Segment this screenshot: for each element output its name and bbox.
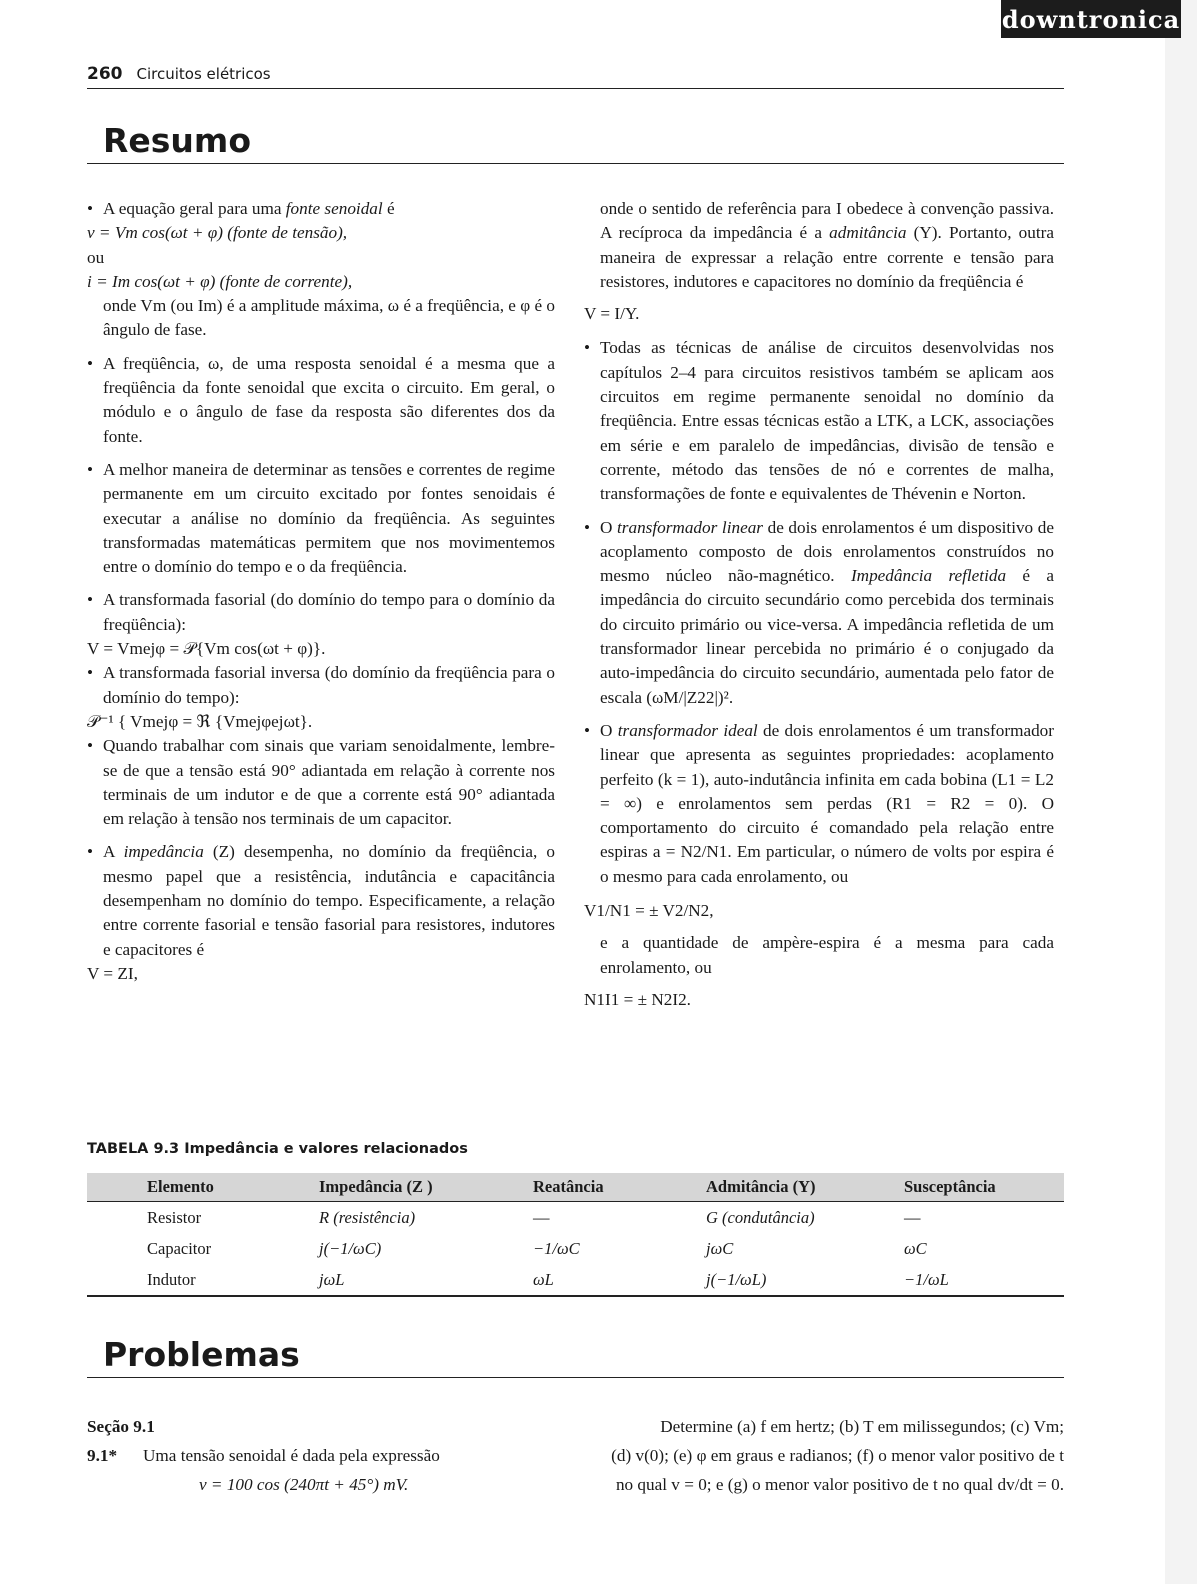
problem-number: 9.1*: [87, 1446, 118, 1465]
table-cell: −1/ωC: [533, 1238, 580, 1258]
table-cell: G (condutância): [706, 1207, 815, 1227]
bullet-fonte-senoidal: • A equação geral para uma fonte senoidal é: [87, 197, 555, 221]
table-cell: —: [904, 1207, 921, 1227]
problem-question-line: (d) v(0); (e) φ em graus e radianos; (f) o menor valor positivo de t: [611, 1446, 1064, 1465]
left-column: [87, 197, 555, 986]
table-cell: j(−1/ωC): [319, 1238, 382, 1258]
problems-heading-block: [87, 1333, 1064, 1378]
bullet-dominio-frequencia: • A melhor maneira de determinar as tensões e correntes de regime permanente em um circuito excitado por fontes senoidais é executar a análise no domínio da freqüência. As seguintes transformadas matemáticas permitem que nos movimentemos entre o domínio do tempo e o da freqüência.: [87, 458, 555, 579]
bullet-transformada-inversa: • A transformada fasorial inversa (do domínio da freqüência para o domínio do tempo):: [87, 661, 555, 710]
watermark-logo: downtronica: [1001, 0, 1181, 38]
page-edge: [1165, 0, 1197, 1584]
running-title: Circuitos elétricos: [136, 65, 271, 83]
paragraph-ampere-espira: e a quantidade de ampère-espira é a mesma para cada enrolamento, ou: [600, 933, 1054, 977]
conjunction-ou: ou: [87, 247, 105, 267]
table-header: Elemento: [147, 1173, 319, 1202]
table-cell: R (resistência): [319, 1207, 416, 1227]
table-header-row: [87, 1173, 1064, 1202]
bullet-transformada-fasorial: • A transformada fasorial (do domínio do tempo para o domínio da freqüência):: [87, 588, 555, 637]
table-cell: —: [533, 1207, 550, 1227]
equation-current-source: i = Im cos(ωt + φ) (fonte de corrente),: [87, 271, 353, 291]
table-cell: ωC: [904, 1238, 927, 1258]
problem-left: [87, 1412, 517, 1499]
equation-voltage-source: v = Vm cos(ωt + φ) (fonte de tensão),: [87, 223, 348, 243]
table-header: Impedância (Z ): [319, 1173, 533, 1202]
table-row: [87, 1264, 1064, 1296]
table-cell: −1/ωL: [904, 1264, 1064, 1296]
table-caption: TABELA 9.3 Impedância e valores relacionados: [87, 1141, 468, 1157]
bullet-transformador-ideal: • O transformador ideal de dois enrolamentos é um transformador linear que apresenta as seguintes propriedades: acoplamento perfeito (k = 1), auto-indutância infinita em cada bobina (L1 = L2 = ∞) e enrolamentos sem perdas (R1 = R2 = 0). O comportamento do circuito é comandado pela relação entre espiras a = N2/N1. Em particular, o número de volts por espira é o mesmo para cada enrolamento, ou: [584, 719, 1054, 889]
table-row: [87, 1233, 1064, 1264]
table-cell: jωL: [319, 1264, 533, 1296]
problem-section: Seção 9.1: [87, 1417, 155, 1436]
problem-question-line: Determine (a) f em hertz; (b) T em milissegundos; (c) Vm;: [660, 1417, 1064, 1436]
table-cell: ωL: [533, 1264, 706, 1296]
running-header: [87, 64, 1064, 89]
bullet-transformador-linear: • O transformador linear de dois enrolamentos é um dispositivo de acoplamento composto de dois enrolamentos construídos no mesmo núcleo não-magnético. Impedância refletida é a impedância do circuito secundário como percebida dos terminais do circuito primário ou vice-versa. A impedância refletida de um transformador linear percebida no primário é o conjugado da auto-impedância do circuito secundário, aumentada pelo fator de escala (ωM/|Z22|)².: [584, 516, 1054, 710]
equation-ampere-espira: N1I1 = ± N2I2.: [584, 989, 691, 1009]
table-cell: Capacitor: [147, 1238, 212, 1258]
table-header: Reatância: [533, 1173, 706, 1202]
table-cell: jωC: [706, 1238, 734, 1258]
right-column: [584, 197, 1054, 1012]
table-cell: Indutor: [147, 1264, 319, 1296]
table-header: Admitância (Y): [706, 1173, 904, 1202]
bullet-impedancia: • A impedância (Z) desempenha, no domínio da freqüência, o mesmo papel que a resistência, indutância e capacitância desempenham no domínio do tempo. Especificamente, a relação entre corrente fasorial e tensão fasorial para resistores, indutores e capacitores é: [87, 840, 555, 961]
equation-phasor-transform: V = Vmejφ = 𝒫{Vm cos(ωt + φ)}.: [87, 639, 326, 659]
table-cell: Resistor: [147, 1207, 202, 1227]
page-number: 260: [87, 64, 123, 84]
problem-question-line: no qual v = 0; e (g) o menor valor positivo de t no qual dv/dt = 0.: [615, 1475, 1064, 1494]
bullet-sinais-senoidais: • Quando trabalhar com sinais que variam senoidalmente, lembre-se de que a tensão está 90° adiantada em relação à corrente nos terminais de um indutor e de que a corrente está 90° adiantada em relação à tensão nos terminais de um capacitor.: [87, 734, 555, 831]
paragraph-admitancia: onde o sentido de referência para I obedece à convenção passiva. A recíproca da impedância é a admitância (Y). Portanto, outra maneira de expressar a relação entre corrente e tensão para resistores, indutores e capacitores no domínio da freqüência é: [600, 199, 1054, 291]
bullet-frequencia: • A freqüência, ω, de uma resposta senoidal é a mesma que a freqüência da fonte senoidal que excita o circuito. Em geral, o módulo e o ângulo de fase da resposta são diferentes dos da fonte.: [87, 352, 555, 449]
summary-title: Resumo: [103, 121, 251, 160]
equation-volts-espira: V1/N1 = ± V2/N2,: [584, 901, 714, 921]
problem-statement: 9.1* Uma tensão senoidal é dada pela expressão: [87, 1441, 517, 1470]
bullet-tecnicas-analise: • Todas as técnicas de análise de circuitos desenvolvidas nos capítulos 2–4 para circuitos resistivos também se aplicam aos circuitos em regime permanente senoidal no domínio da freqüência. Entre essas técnicas estão a LTK, a LCK, associações em série e em paralelo de impedâncias, divisão de tensão e corrente, método das tensões de nó e correntes de malha, transformações de fonte e equivalentes de Thévenin e Norton.: [584, 336, 1054, 506]
equation-v-zi: V = ZI,: [87, 963, 138, 983]
bullet-amplitude-text: onde Vm (ou Im) é a amplitude máxima, ω é a freqüência, e φ é o ângulo de fase.: [103, 296, 555, 340]
table-cell: j(−1/ωL): [706, 1264, 904, 1296]
impedance-table: [87, 1173, 1064, 1297]
table-header: Susceptância: [904, 1173, 1064, 1202]
problems-title: Problemas: [103, 1335, 300, 1374]
equation-v-iy: V = I/Y.: [584, 304, 640, 324]
table-row: [87, 1202, 1064, 1234]
problem-right: [584, 1412, 1064, 1499]
equation-inverse-transform: 𝒫⁻¹ { Vmejφ = ℜ {Vmejφejωt}.: [87, 711, 313, 731]
problem-equation: v = 100 cos (240πt + 45°) mV.: [199, 1475, 409, 1494]
summary-heading-block: [87, 119, 1064, 164]
